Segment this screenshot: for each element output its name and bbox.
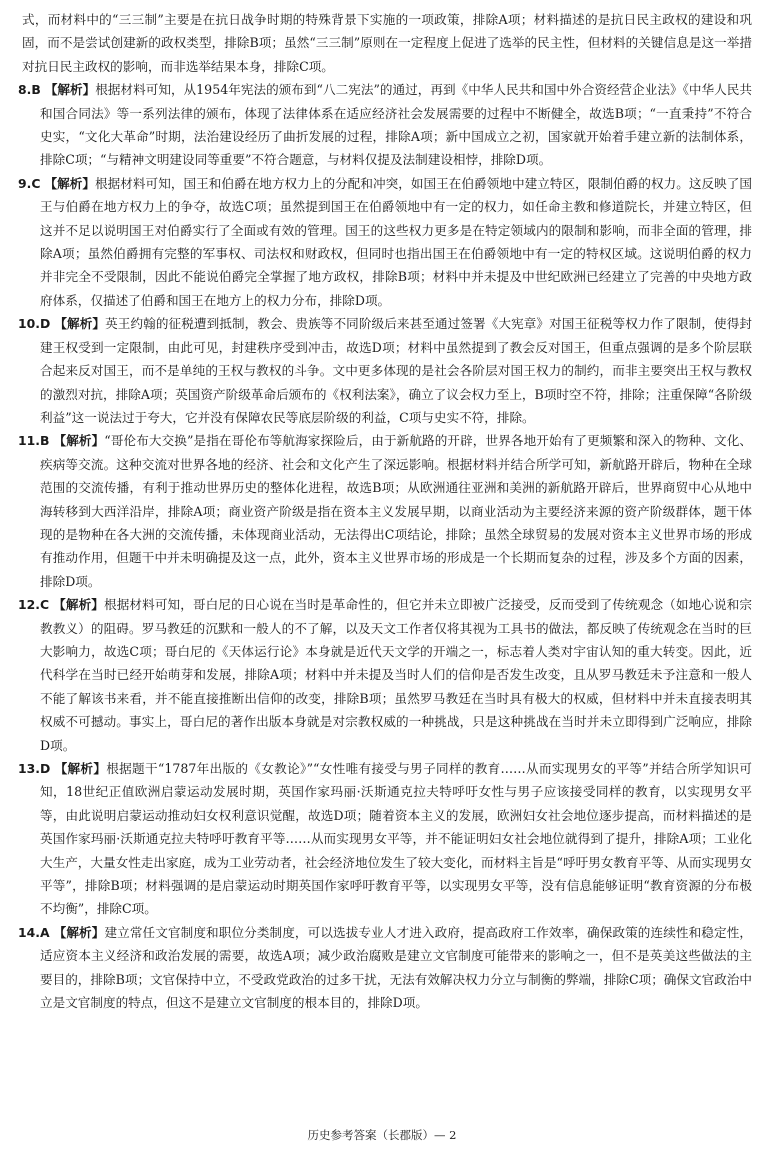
answer-item-11 xyxy=(18,429,752,593)
answer-explanation: 英王约翰的征税遭到抵制，教会、贵族等不同阶级后来甚至通过签署《大宪章》对国王征税等权力作了限制，使得封建王权受到一定限制，由此可见，封建秩序受到冲击，故选D项；材料中虽然提到了教会反对国王，但重点强调的是多个阶层联合起来反对国王，而不是单纯的王权与教权的斗争。文中更多体现的是社会各阶层对国王权力的制约，而非主要突出王权与教权的激烈对抗，排除A项；英国资产阶级革命后颁布的《权利法案》，确立了议会权力至上，B项时空不符，排除；注重保障“各阶级利益”这一说法过于夸大，它并没有保障农民等底层阶级的利益，C项与史实不符，排除。 xyxy=(40,316,753,425)
analysis-tag: 【解析】 xyxy=(53,433,105,449)
answer-number: 14.A xyxy=(18,924,50,940)
answer-number: 9.C xyxy=(18,175,41,191)
answer-number: 11.B xyxy=(18,433,50,449)
answer-explanation: 根据材料可知，国王和伯爵在地方权力上的分配和冲突，如国王在伯爵领地中建立特区，限制伯爵的权力。这反映了国王与伯爵在地方权力上的争夺，故选C项；虽然提到国王在伯爵领地中有一定的权力，如任命主教和修道院长，并建立特区，但这并不足以说明国王对伯爵实行了全面或有效的管理。国王的这些权力更多是在特定领域内的限制和影响，而非全面的管理，排除A项；虽然伯爵拥有完整的军事权、司法权和财政权，但同时也指出国王在伯爵领地中有一定的特权区域。这说明伯爵的权力并非完全不受限制，因此不能说伯爵完全掌握了地方政权，排除B项；材料中并未提及中世纪欧洲已经建立了完善的中央地方政府体系，仅描述了伯爵和国王在地方上的权力分布，排除D项。 xyxy=(40,175,752,308)
answer-item-14 xyxy=(18,921,752,1015)
answer-explanation: “哥伦布大交换”是指在哥伦布等航海家探险后，由于新航路的开辟，世界各地开始有了更频繁和深入的物种、文化、疾病等交流。这种交流对世界各地的经济、社会和文化产生了深远影响。根据材料并结合所学可知，新航路开辟后，物种在全球范围的交流传播，有利于推动世界历史的整体化进程，故选B项；从欧洲通往亚洲和美洲的新航路开辟后，世界商贸中心从地中海转移到大西洋沿岸，排除A项；商业资产阶级是指在资本主义发展早期，以商业活动为主要经济来源的资产阶级群体，题干体现的是物种在各大洲的交流传播，未体现商业活动，无法得出C项结论，排除；虽然全球贸易的发展对资本主义世界市场的形成有推动作用，但题干中并未明确提及这一点，此外，资本主义世界市场的形成是一个长期而复杂的过程，涉及多个方面的因素，排除D项。 xyxy=(40,433,752,589)
answer-explanation: 根据题干“1787年出版的《女教论》”“女性唯有接受与男子同样的教育……从而实现男女的平等”并结合所学知识可知，18世纪正值欧洲启蒙运动发展时期，英国作家玛丽·沃斯通克拉夫特呼吁女性与男子应该接受同样的教育，以实现男女平等，由此说明启蒙运动推动妇女权利意识觉醒，故选D项；随着资本主义的发展，欧洲妇女社会地位逐步提高，而材料描述的是英国作家玛丽·沃斯通克拉夫特呼吁教育平等……从而实现男女平等，并不能证明妇女社会地位就得到了提升，排除A项；工业化大生产，大量女性走出家庭，成为工业劳动者，社会经济地位发生了较大变化，而材料主旨是“呼吁男女教育平等、从而实现男女平等”，排除B项；材料强调的是启蒙运动时期英国作家呼吁教育平等，以实现男女平等，没有信息能够证明“教育资源的分布极不均衡”，排除C项。 xyxy=(40,761,752,917)
analysis-tag: 【解析】 xyxy=(44,82,96,98)
answer-item-8 xyxy=(18,78,752,172)
answer-explanation: 根据材料可知，从1954年宪法的颁布到“八二宪法”的通过，再到《中华人民共和国中外合资经营企业法》《中华人民共和国合同法》等一系列法律的颁布，体现了法律体系在适应经济社会发展需要的过程中不断健全，故选B项；“一直秉持”不符合史实，“文化大革命”时期，法治建设经历了曲折发展的过程，排除A项；新中国成立之初，国家就开始着手建立新的法制体系，排除C项；“与精神文明建设同等重要”不符合题意，与材料仅提及法制建设相悖，排除D项。 xyxy=(40,82,752,168)
answer-explanation: 根据材料可知，哥白尼的日心说在当时是革命性的，但它并未立即被广泛接受，反而受到了传统观念（如地心说和宗教教义）的阻碍。罗马教廷的沉默和一般人的不了解，以及天文工作者仅将其视为工具书的做法，都反映了传统观念在当时的巨大影响力，故选C项；哥白尼的《天体运行论》本身就是近代天文学的开端之一，标志着人类对宇宙认知的重大转变。因此，近代科学在当时已经开始萌芽和发展，排除A项；材料中并未提及当时人们的信仰是否发生改变，且从罗马教廷未予注意和一般人不能了解该书来看，并不能直接推断出信仰的改变，排除B项；虽然罗马教廷在当时具有极大的权威，但材料中并未直接表明其权威不可撼动。事实上，哥白尼的著作出版本身就是对宗教权威的一种挑战，只是这种挑战在当时并未立即得到广泛响应，排除D项。 xyxy=(40,597,753,753)
answer-number: 12.C xyxy=(18,597,50,613)
answer-item-10 xyxy=(18,312,752,429)
analysis-tag: 【解析】 xyxy=(53,924,105,940)
analysis-tag: 【解析】 xyxy=(54,316,106,332)
answer-item-12 xyxy=(18,593,752,757)
analysis-tag: 【解析】 xyxy=(44,175,96,191)
page-footer: 历史参考答案（长郡版）— 2 xyxy=(307,1128,457,1142)
analysis-tag: 【解析】 xyxy=(54,761,107,776)
answer-explanation: 建立常任文官制度和职位分类制度，可以选拔专业人才进入政府，提高政府工作效率，确保政策的连续性和稳定性，适应资本主义经济和政治发展的需要，故选A项；减少政治腐败是建立文官制度可能带来的影响之一，但不是英美这些做法的主要目的，排除B项；文官保持中立，不受政党政治的过多干扰，无法有效解决权力分立与制衡的弊端，排除C项；确保文官政治中立是文官制度的特点，但这不是建立文官制度的根本目的，排除D项。 xyxy=(40,924,752,1011)
answer-number: 8.B xyxy=(18,82,41,98)
answer-number: 13.D xyxy=(18,761,51,776)
answer-number: 10.D xyxy=(18,316,51,332)
answer-item-13 xyxy=(18,757,752,921)
continued-explanation: 式，而材料中的“三三制”主要是在抗日战争时期的特殊背景下实施的一项政策，排除A项；材料描述的是抗日民主政权的建设和巩固，而不是尝试创建新的政权类型，排除B项；虽然“三三制”原则在一定程度上促进了选举的民主性，但材料的关键信息是这一举措对抗日民主政权的影响，而非选举结果本身，排除C项。 xyxy=(22,12,752,74)
answer-page xyxy=(18,8,752,1014)
answer-item-9 xyxy=(18,172,752,312)
analysis-tag: 【解析】 xyxy=(53,597,105,613)
